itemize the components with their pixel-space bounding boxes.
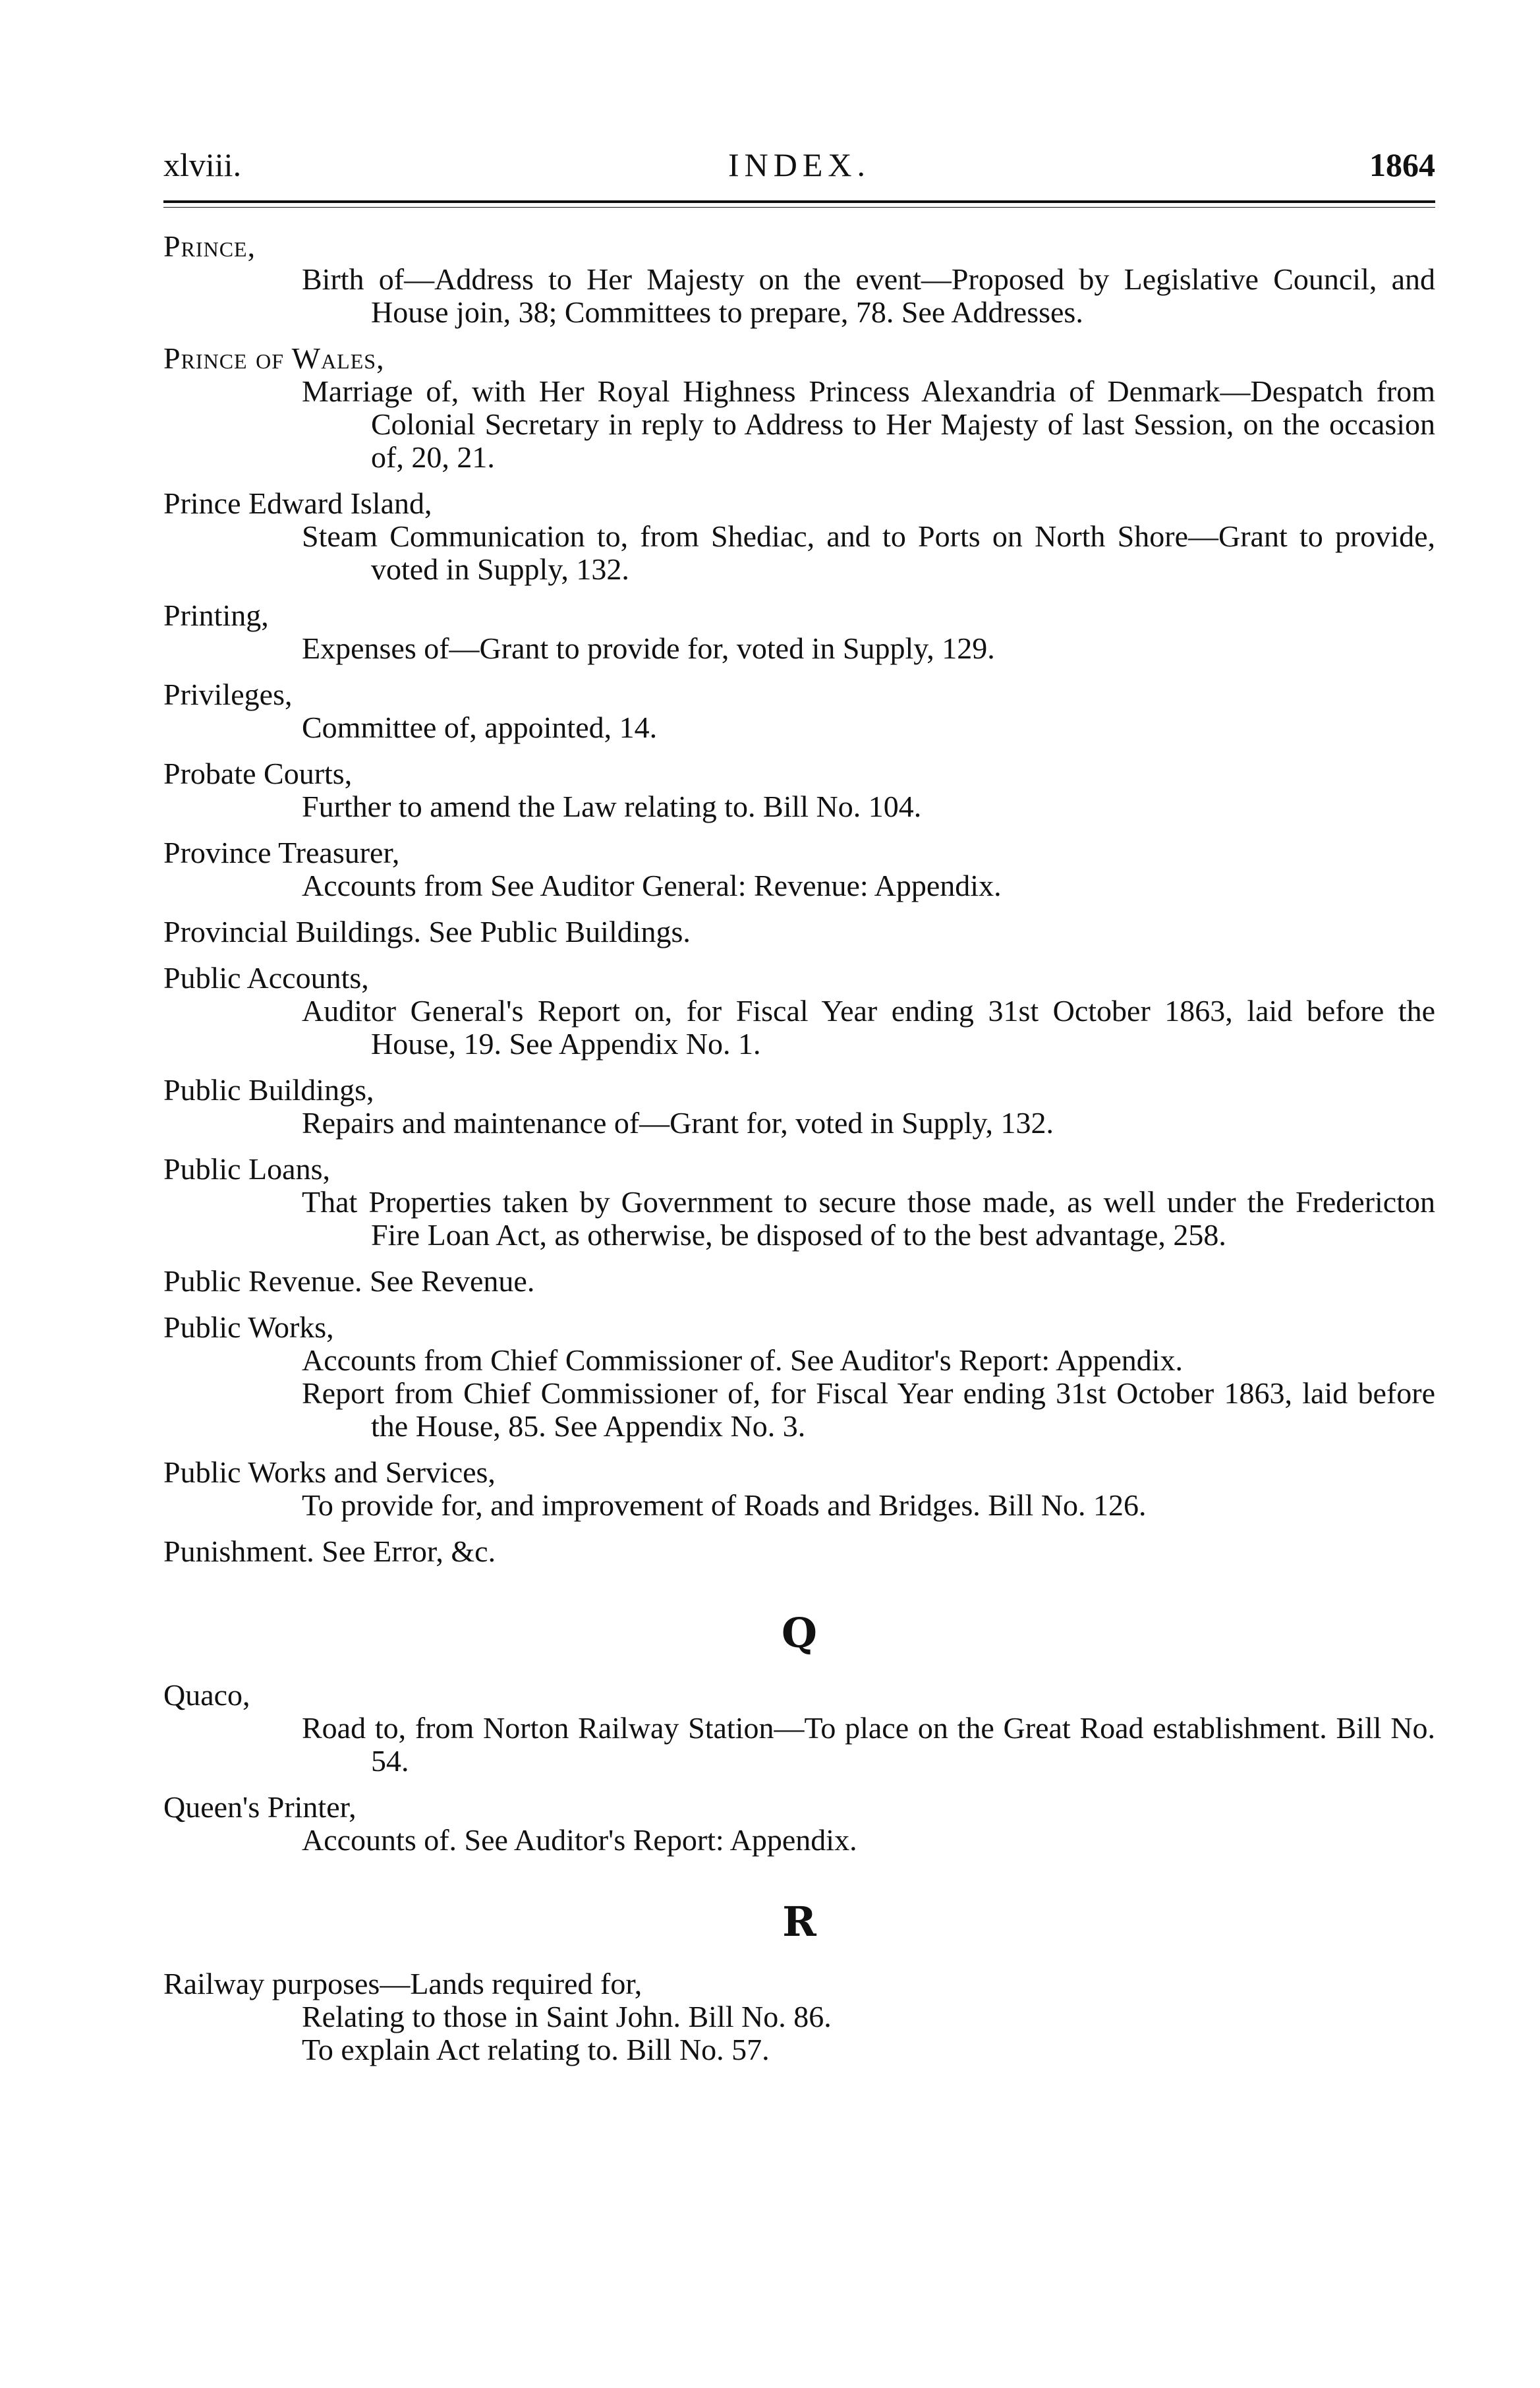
entry-heading: Punishment. See Error, &c.: [163, 1534, 496, 1568]
index-entry: [163, 1456, 1435, 1522]
entry-heading: Public Accounts,: [163, 961, 369, 995]
header-rule: [163, 200, 1435, 208]
entry-heading: Printing,: [163, 598, 269, 632]
index-entry: [163, 757, 1435, 823]
section-q-entries: [163, 1679, 1435, 1857]
entry-subline: Birth of—Address to Her Majesty on the event—Proposed by Legislative Council, and House join, 38; Committees to prepare, 78. See Addresses.: [302, 262, 1435, 329]
entry-heading: Public Revenue. See Revenue.: [163, 1264, 535, 1298]
entry-subline: Accounts of. See Auditor's Report: Appendix.: [302, 1823, 857, 1857]
year: 1864: [1369, 146, 1435, 183]
index-entry: [163, 916, 1435, 948]
entry-subline: Auditor General's Report on, for Fiscal Year ending 31st October 1863, laid before the House, 19. See Appendix No. 1.: [302, 994, 1435, 1061]
entry-subline: To provide for, and improvement of Roads and Bridges. Bill No. 126.: [302, 1488, 1147, 1522]
entry-heading: Quaco,: [163, 1678, 250, 1712]
index-entry: [163, 1679, 1435, 1778]
index-entry: [163, 1265, 1435, 1298]
index-entry: [163, 836, 1435, 902]
entry-heading: Railway purposes—Lands required for,: [163, 1967, 642, 2000]
entry-subline: Further to amend the Law relating to. Bill No. 104.: [302, 790, 922, 823]
entry-heading: Public Loans,: [163, 1152, 330, 1186]
entry-subline: Accounts from Chief Commissioner of. See Auditor's Report: Appendix.: [302, 1343, 1184, 1377]
index-body: [163, 230, 1435, 2066]
entry-subline: That Properties taken by Government to secure those made, as well under the Fredericton Fire Loan Act, as otherwise, be disposed of to the best advantage, 258.: [302, 1185, 1435, 1252]
section-r-entries: [163, 1967, 1435, 2066]
entry-heading: Public Works,: [163, 1310, 334, 1344]
entry-subline: Relating to those in Saint John. Bill No. 86.: [302, 2000, 832, 2033]
section-letter-q: Q: [781, 1609, 817, 1657]
index-entry: [163, 1967, 1435, 2066]
entry-subline: Report from Chief Commissioner of, for Fiscal Year ending 31st October 1863, laid before the House, 85. See Appendix No. 3.: [302, 1376, 1435, 1443]
entry-subline: Accounts from See Auditor General: Revenue: Appendix.: [302, 869, 1002, 902]
index-entry: [163, 1791, 1435, 1857]
entry-subline: To explain Act relating to. Bill No. 57.: [302, 2033, 770, 2066]
entry-subline: Steam Communication to, from Shediac, and to Ports on North Shore—Grant to provide, voted in Supply, 132.: [302, 519, 1435, 586]
entry-subline: Marriage of, with Her Royal Highness Princess Alexandria of Denmark—Despatch from Colonial Secretary in reply to Address to Her Majesty of last Session, on the occasion of, 20, 21.: [302, 374, 1435, 474]
entry-heading: Prince,: [163, 229, 256, 263]
index-entry: [163, 487, 1435, 586]
entry-subline: Committee of, appointed, 14.: [302, 711, 658, 744]
entry-heading: Queen's Printer,: [163, 1790, 356, 1824]
index-entry: [163, 1535, 1435, 1568]
index-entry: [163, 599, 1435, 665]
index-entry: [163, 962, 1435, 1061]
entry-subline: Repairs and maintenance of—Grant for, voted in Supply, 132.: [302, 1106, 1054, 1140]
section-letter-r: R: [782, 1898, 816, 1946]
index-page: [163, 138, 1435, 2080]
index-entry: [163, 230, 1435, 329]
index-entry: [163, 1311, 1435, 1443]
page-number: xlviii.: [163, 146, 242, 183]
entry-heading: Provincial Buildings. See Public Buildings.: [163, 915, 691, 948]
entry-heading: Public Works and Services,: [163, 1455, 496, 1489]
index-entry: [163, 1153, 1435, 1252]
index-entry: [163, 1074, 1435, 1140]
entry-heading: Privileges,: [163, 678, 293, 711]
entry-heading: Prince Edward Island,: [163, 486, 432, 520]
entry-heading: Public Buildings,: [163, 1073, 374, 1107]
index-entry: [163, 678, 1435, 744]
entry-subline: Road to, from Norton Railway Station—To place on the Great Road establishment. Bill No. 54.: [302, 1711, 1435, 1778]
section-p-entries: [163, 230, 1435, 1568]
entry-heading: Probate Courts,: [163, 757, 353, 790]
running-header: [163, 138, 1435, 191]
entry-heading: Prince of Wales,: [163, 341, 385, 375]
entry-heading: Province Treasurer,: [163, 836, 400, 869]
index-entry: [163, 342, 1435, 474]
page-title: INDEX.: [727, 146, 871, 183]
entry-subline: Expenses of—Grant to provide for, voted in Supply, 129.: [302, 631, 995, 665]
